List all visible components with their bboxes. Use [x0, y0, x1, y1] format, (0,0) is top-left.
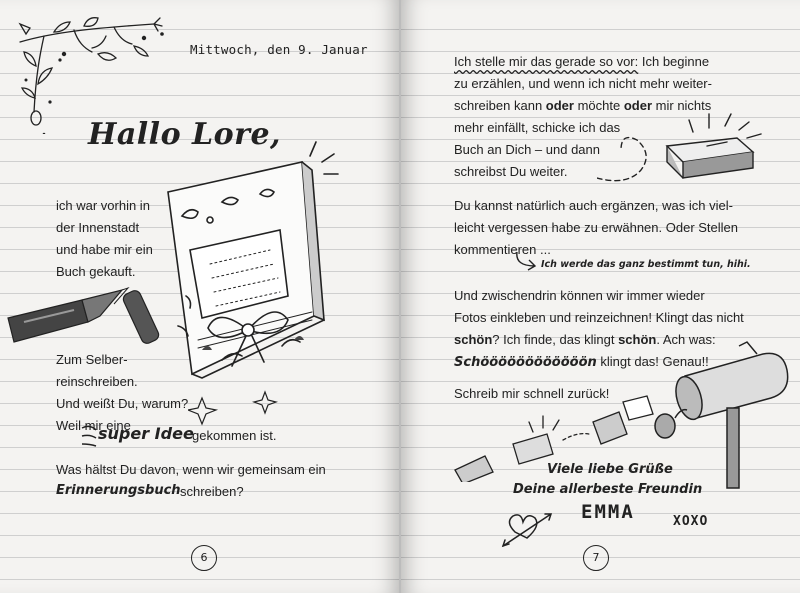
paragraph-line: Schreib mir schnell zurück!	[454, 386, 610, 401]
keyword-highlight: Erinnerungsbuch	[56, 483, 181, 498]
signature: EMMA	[581, 501, 635, 523]
paragraph-line: schreibst Du weiter.	[454, 164, 568, 179]
keyword-highlight: Schöööööööööööön	[454, 355, 597, 370]
paragraph-line: Fotos einkleben und reinzeichnen! Klingt das nicht	[454, 310, 744, 325]
page-number: 6	[191, 545, 217, 571]
paragraph-line: Buch gekauft.	[56, 264, 136, 279]
paragraph-line: schreiben?	[180, 484, 244, 499]
bold-word: oder	[623, 98, 653, 113]
paragraph-line: Ich beginne	[641, 54, 710, 69]
side-note: Ich werde das ganz bestimmt tun, hihi.	[541, 259, 751, 270]
paragraph-line: gekommen ist.	[192, 428, 277, 443]
fountain-pen-icon	[4, 282, 184, 354]
paragraph-line: Buch an Dich – und dann	[454, 142, 600, 157]
parcel-icon	[597, 108, 777, 188]
paragraph-line: und habe mir ein	[56, 242, 153, 257]
bold-word: schön	[618, 332, 657, 347]
left-page	[0, 0, 399, 593]
paragraph-line: mehr einfällt, schicke ich das	[454, 120, 621, 135]
paragraph-line: ich war vorhin in	[56, 198, 150, 213]
xoxo: XOXO	[673, 514, 709, 529]
closing-line: Deine allerbeste Freundin	[513, 482, 703, 497]
paragraph-line: kommentieren ...	[454, 242, 551, 257]
paragraph-fragment: klingt das! Genau!!	[600, 354, 709, 369]
paragraph-line: reinschreiben.	[56, 374, 138, 389]
notebook-icon	[162, 140, 347, 380]
bold-word: oder	[545, 98, 574, 113]
greeting: Hallo Lore,	[88, 117, 281, 152]
paragraph-line: der Innenstadt	[56, 220, 140, 235]
right-page	[401, 0, 800, 593]
paragraph-fragment: mir nichts	[655, 98, 712, 113]
paragraph-line: Was hältst Du davon, wenn wir gemeinsam ein	[56, 462, 326, 477]
paragraph-fragment: möchte	[577, 98, 621, 113]
sparkles-icon	[188, 390, 288, 426]
paragraph-line: Du kannst natürlich auch ergänzen, was ich viel-	[454, 198, 733, 213]
bold-word: schön	[454, 332, 493, 347]
curved-arrow-icon	[513, 250, 541, 272]
paragraph-line: Und weißt Du, warum?	[56, 396, 189, 411]
idea-highlight: super Idee	[98, 424, 194, 443]
floral-branch-icon	[14, 14, 174, 134]
paragraph-line: Und zwischendrin können wir immer wieder	[454, 288, 705, 303]
closing-line: Viele liebe Grüße	[547, 462, 673, 477]
entry-date: Mittwoch, den 9. Januar	[190, 42, 368, 57]
emphasis-marks-icon	[80, 422, 100, 450]
paragraph-fragment: ? Ich finde, das klingt	[492, 332, 615, 347]
paragraph-line: leicht vergessen habe zu erwähnen. Oder Stellen	[454, 220, 739, 235]
paragraph-fragment: schreiben kann	[454, 98, 543, 113]
paragraph-line: Weil mir eine	[56, 418, 131, 433]
heart-arrow-icon	[501, 506, 561, 550]
page-number: 7	[583, 545, 609, 571]
paragraph-line: zu erzählen, und wenn ich nicht mehr weiter-	[454, 76, 712, 91]
underlined-phrase: Ich stelle mir das gerade so vor:	[454, 54, 639, 69]
paragraph-line: Zum Selber-	[56, 352, 128, 367]
paragraph-fragment: . Ach was:	[656, 332, 716, 347]
